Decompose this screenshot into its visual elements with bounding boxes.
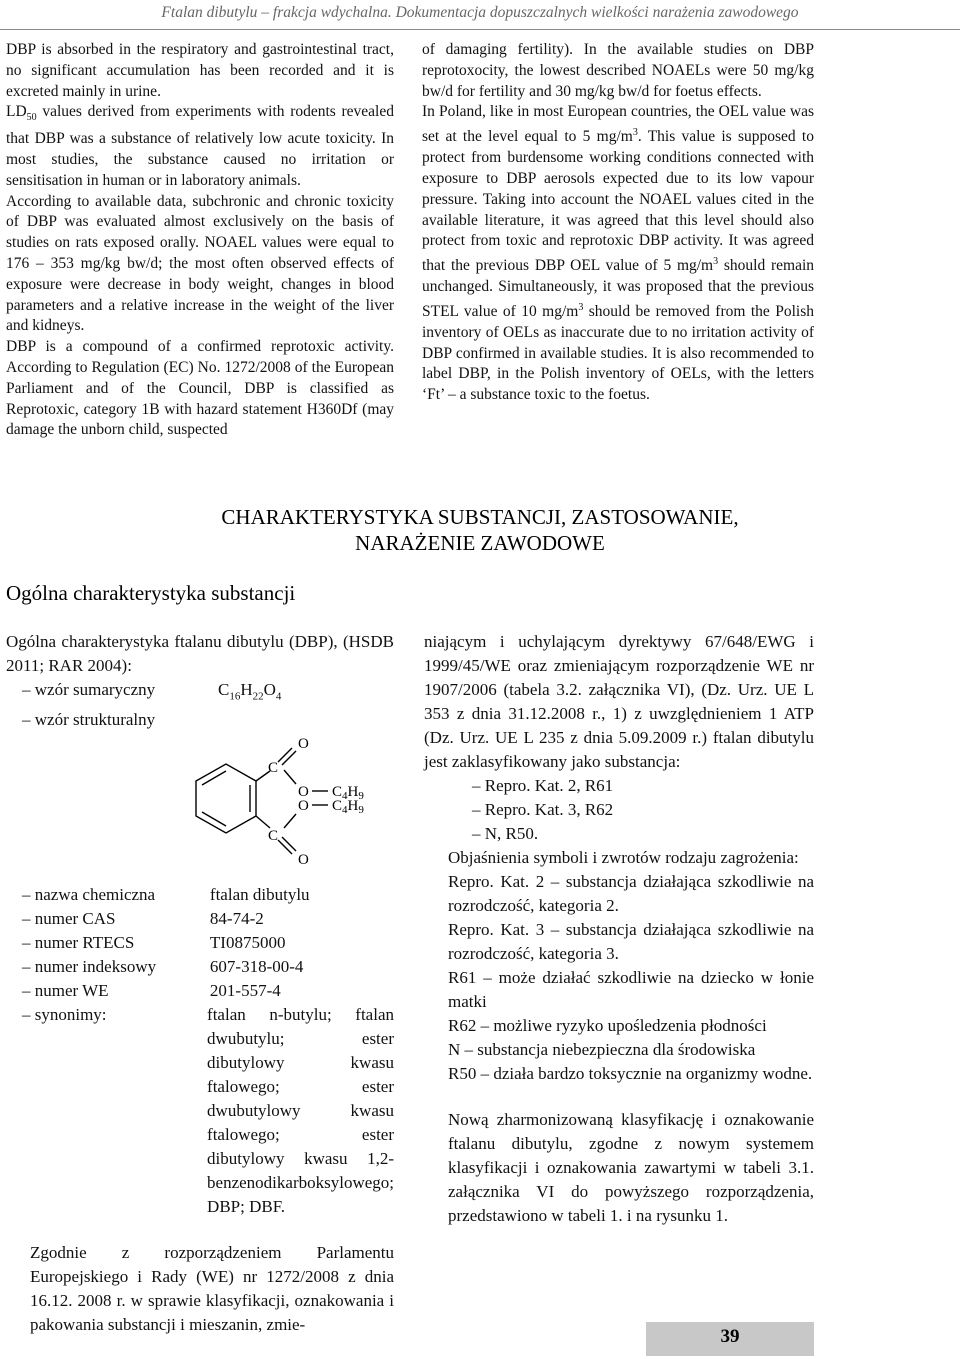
benzene-ring <box>196 764 256 833</box>
explanation-item: R61 – może działać szkodliwie na dziecko w łonie matki <box>448 968 814 1011</box>
property-row-synonyms: – synonimy: ftalan n-butylu; ftalan dwubutylu; ester dibutylowy kwasu ftalowego; ester dwubutylowy kwasu ftalowego; ester dibutylowy kwasu 1,2-benzenodikarboksylowego; DBP; DBF. <box>22 1005 394 1217</box>
explanation-item: Repro. Kat. 3 – substancja działająca szkodliwie na rozrodczość, kategoria 3. <box>448 920 814 963</box>
section-heading-line1: CHARAKTERYSTYKA SUBSTANCJI, ZASTOSOWANIE, <box>221 505 739 529</box>
classification-item: – Repro. Kat. 2, R61 <box>472 776 614 795</box>
subsection-heading: Ogólna charakterystyka substancji <box>6 581 296 605</box>
en-paragraph-ld50: $LD_{50}$ values derived from experiments with rodents revealed that DBP was a substance of relatively low acute toxicity. In most studies, the substance caused no irritation or sensitisation in human or in laboratory animals. <box>6 103 394 189</box>
property-row: – numer CAS 84-74-2 <box>22 909 264 929</box>
en-paragraph-reprotoxic: DBP is a compound of a confirmed reprotoxic activity. According to Regulation (EC) No. 1272/2008 of the European Parliament and of the Council, DBP is classified as Reprotoxic, category 1B with hazard statement H360Df (may damage the unborn child, suspected <box>6 338 394 439</box>
explanation-item: R50 – działa bardzo toksycznie na organizmy wodne. <box>448 1064 813 1083</box>
running-header <box>0 0 960 30</box>
polish-left-column <box>6 630 394 1337</box>
structural-formula-diagram <box>166 736 466 876</box>
en-paragraph-toxicity: According to available data, subchronic and chronic toxicity of DBP was evaluated almost exclusively on the basis of studies on rats exposed orally. NOAEL values were equal to 176 – 353 mg/kg bw/d; the most often observed effects of exposure were decrease in body weight, changes in blood parameters and a relative increase in the weight of the liver and kidneys. <box>6 192 394 335</box>
structural-formula-row <box>6 708 394 732</box>
classification-item: – N, R50. <box>472 824 539 843</box>
en-paragraph-absorption: DBP is absorbed in the respiratory and gastrointestinal tract, no significant accumulation has been recorded and it is excreted mainly in urine. <box>6 41 394 100</box>
en-paragraph-oel: In Poland, like in most European countries, the OEL value was set at the level equal to 5 $mg/m^3$. This value is supposed to protect from burdensome working conditions connected with exposure to DBP aerosols expected due to its low vapour pressure. Taking into account the NOAEL values cited in the available literature, it was agreed that this level should also protect from toxic and reprotoxic DBP activity. It was agreed that the previous DBP OEL value of 5 $mg/m^3$ should remain unchanged. Simultaneously, it was proposed that the previous STEL value of 10 $mg/m^3$ should be removed from the Polish inventory of OELs as inaccurate due to no irritation activity of DBP confirmed in available studies. It is also recommended to label DBP, in the Polish inventory of OELs, with the letters ‘Ft’ – a substance toxic to the foetus. <box>422 103 815 404</box>
formula-row <box>6 678 394 708</box>
butyl-group-2: $C_4H_9$ <box>332 798 364 817</box>
regulation-paragraph: Zgodnie z rozporządzeniem Parlamentu Europejskiego i Rady (WE) nr 1272/2008 z dnia 16.12. 2008 r. w sprawie klasyfikacji, oznakowania i pakowania substancji i mieszanin, zmie- <box>30 1243 394 1335</box>
section-heading <box>0 504 960 556</box>
atom-o-ester1: O <box>298 784 309 801</box>
explanation-item: N – substancja niebezpieczna dla środowiska <box>448 1040 756 1059</box>
atom-o-ester2: O <box>298 798 309 815</box>
harmonized-classification-paragraph: Nową zharmonizowaną klasyfikację i oznakowanie ftalanu dibutylu, zgodne z nowym systemem klasyfikacji i oznakowania zawartymi w tabeli 3.1. załącznika VI do powyższego rozporządzenia, przedstawiono w tabeli 1. i na rysunku 1. <box>448 1110 814 1225</box>
formula-label: – wzór sumaryczny <box>22 680 156 699</box>
classification-paragraph: niającym i uchylającym dyrektywy 67/648/EWG i 1999/45/WE oraz zmieniającym rozporządzenie WE nr 1907/2006 (tabela 3.2. załącznika VI), (Dz. Urz. UE L 353 z dnia 31.12.2008 r., 1) z uwzględnieniem 1 ATP (Dz. Urz. UE L 235 z dnia 5.09.2009 r.) ftalan dibutylu jest zaklasyfikowany jako substancja: <box>424 632 814 771</box>
butyl-group-1: $C_4H_9$ <box>332 784 364 803</box>
atom-c-top: C <box>268 760 279 777</box>
running-title: Ftalan dibutylu – frakcja wdychalna. Dokumentacja dopuszczalnych wielkości narażenia zawodowego <box>161 4 799 21</box>
atom-o-top: O <box>298 736 309 753</box>
property-row: – numer RTECS TI0875000 <box>22 933 286 953</box>
formula-value: $C_{16}H_{22}O_4$ <box>218 680 282 703</box>
property-row: – nazwa chemiczna ftalan dibutylu <box>22 885 310 905</box>
english-summary-right-column <box>422 40 814 406</box>
explanation-item: Repro. Kat. 2 – substancja działająca szkodliwie na rozrodczość, kategoria 2. <box>448 872 814 915</box>
page-number: 39 <box>720 1326 740 1347</box>
en-paragraph-fertility: of damaging fertility). In the available studies on DBP reprotoxocity, the lowest described NOAELs were 50 mg/kg bw/d for fertility and 30 mg/kg bw/d for foetus effects. <box>422 41 814 100</box>
classification-item: – Repro. Kat. 3, R62 <box>472 800 614 819</box>
intro-paragraph: Ogólna charakterystyka ftalanu dibutylu (DBP), (HSDB 2011; RAR 2004): <box>6 632 394 675</box>
atom-o-bottom: O <box>298 852 309 869</box>
header-rule <box>0 29 960 30</box>
structural-formula-label: – wzór strukturalny <box>22 710 156 730</box>
english-summary-left-column <box>6 40 394 441</box>
explanation-heading: Objaśnienia symboli i zwrotów rodzaju zagrożenia: <box>448 848 799 867</box>
atom-c-bottom: C <box>268 828 279 845</box>
polish-right-column <box>424 630 814 1228</box>
property-row: – numer indeksowy 607-318-00-4 <box>22 957 304 977</box>
property-row: – numer WE 201-557-4 <box>22 981 281 1001</box>
explanation-item: R62 – możliwe ryzyko upośledzenia płodności <box>448 1016 767 1035</box>
section-heading-line2: NARAŻENIE ZAWODOWE <box>355 531 605 555</box>
